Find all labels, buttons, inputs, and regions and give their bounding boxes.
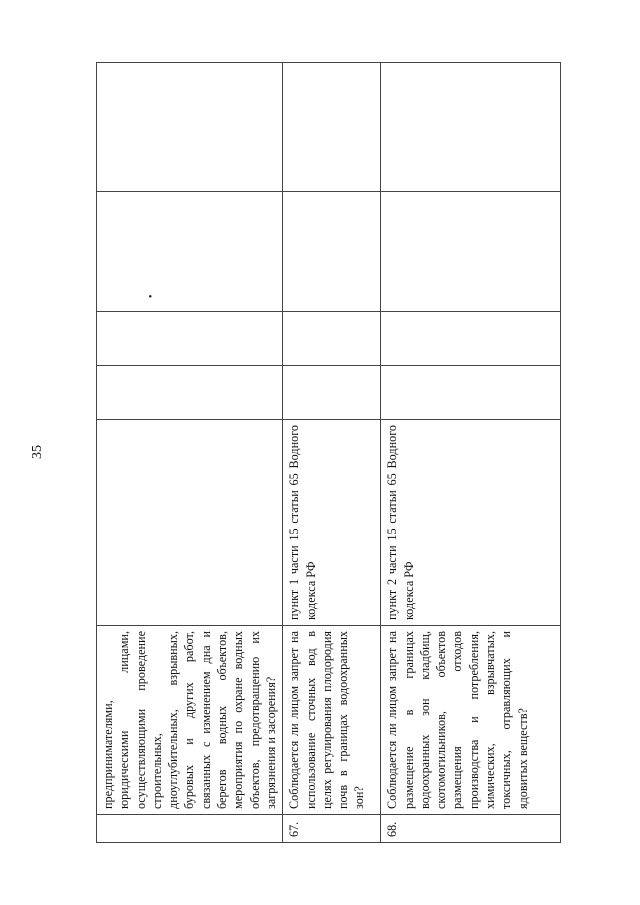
page-number: 35: [30, 445, 45, 459]
table-row: [97, 63, 283, 843]
row-number-cell: 67.: [283, 815, 381, 843]
question-cell: предпринимателями, юридическими лицами, осуществляющими проведение строительных, дноуглубительных, взрывных, буровых и других работ, связанных с изменением дна и берегов водных объектов, мероприятия по охране водных объектов, предотвращению их загрязнения и засорения?: [97, 626, 283, 815]
answer-cell: [97, 192, 283, 312]
answer-cell: [381, 192, 561, 312]
reference-cell: пункт 1 части 15 статьи 65 Водного кодекса РФ: [283, 420, 381, 626]
note-cell: [97, 63, 283, 192]
reference-cell: пункт 2 части 15 статьи 65 Водного кодекса РФ: [381, 420, 561, 626]
answer-cell: [283, 366, 381, 420]
note-cell: [381, 63, 561, 192]
row-number-cell: [97, 815, 283, 843]
answer-cell: [283, 312, 381, 366]
checklist-table: [96, 62, 561, 843]
answer-cell: [283, 192, 381, 312]
question-cell: Соблюдается ли лицом запрет на размещение в границах водоохранных зон кладбищ, скотомогильников, объектов размещения отходов производства и потребления, химических, взрывчатых, токсичных, отравляющих и ядовитых веществ?: [381, 626, 561, 815]
table-row: [381, 63, 561, 843]
answer-cell: [97, 366, 283, 420]
reference-cell: [97, 420, 283, 626]
answer-cell: [381, 366, 561, 420]
answer-cell: [97, 312, 283, 366]
dot-mark: •: [146, 294, 157, 298]
note-cell: [283, 63, 381, 192]
table-row: [283, 63, 381, 843]
row-number-cell: 68.: [381, 815, 561, 843]
question-cell: Соблюдается ли лицом запрет на использование сточных вод в целях регулирования плодородия почв в границах водоохранных зон?: [283, 626, 381, 815]
answer-cell: [381, 312, 561, 366]
checklist-table-wrapper: [96, 63, 560, 843]
